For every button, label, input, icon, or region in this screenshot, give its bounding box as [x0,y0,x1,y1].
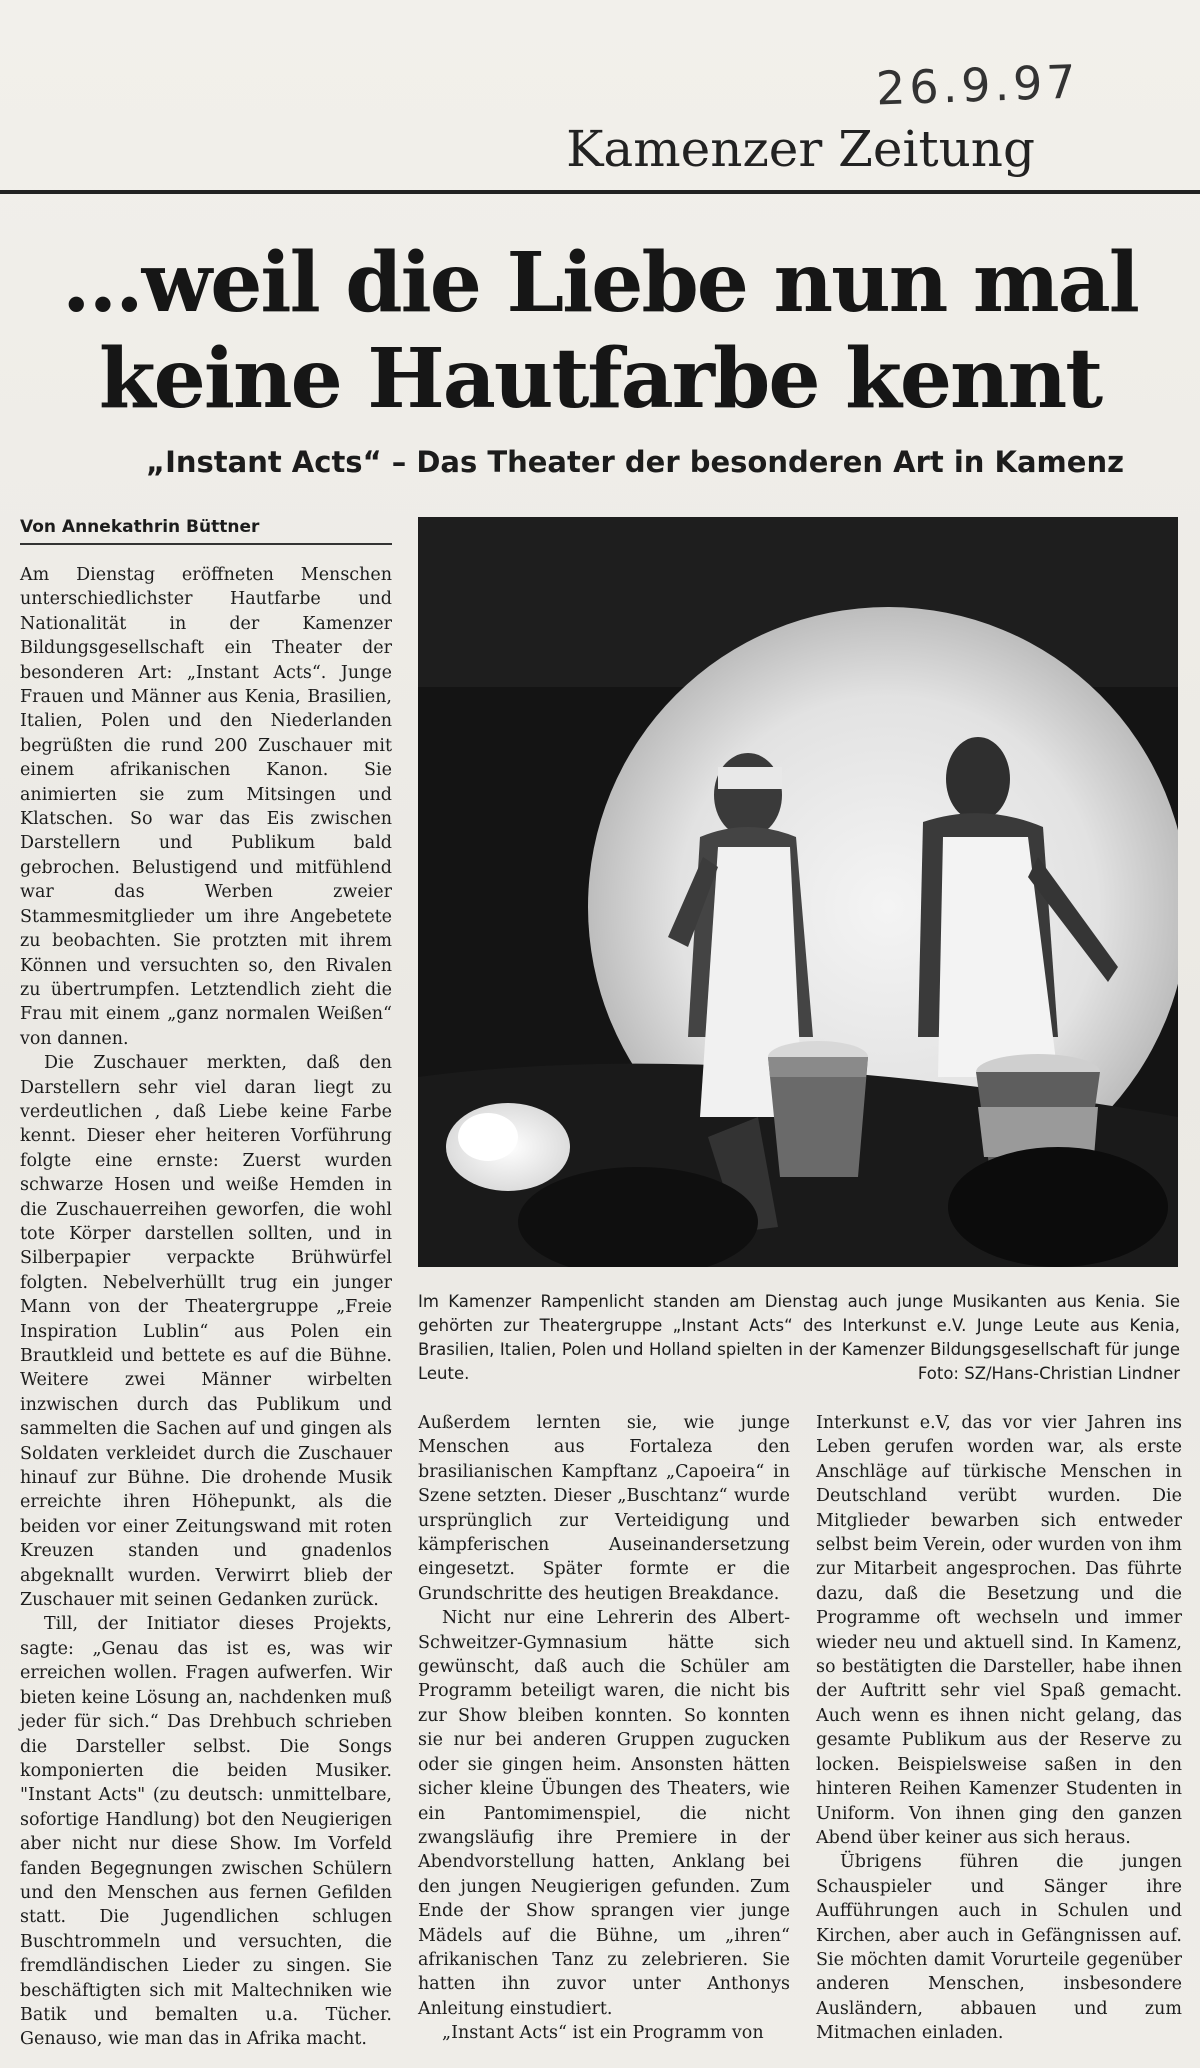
article-byline: Von Annekathrin Büttner [20,517,392,545]
performance-photo [418,517,1178,1267]
column-2-paragraph-1: Außerdem lernten sie, wie junge Menschen aus Fortaleza den brasilianischen Kampftanz „Capoeira“ in Szene setzten. Dieser „Buschtanz“ wurde ursprünglich zur Verteidigung und kämpferischen Auseinandersetzung eingesetzt. Später formte er die Grundschritte des heutigen Breakdance. [418,1413,790,1604]
newspaper-masthead: Kamenzer Zeitung [566,120,1035,178]
article-column-1 [20,563,392,2052]
headline-line-1: ...weil die Liebe nun mal [62,235,1138,331]
drummers-photo-image [418,517,1178,1267]
article-column-3 [816,1411,1182,2046]
column-1-paragraph-1: Am Dienstag eröffneten Menschen unterschiedlichster Hautfarbe und Nationalität in der Kamenzer Bildungsgesellschaft ein Theater der besonderen Art: „Instant Acts“. Junge Frauen und Männer aus Kenia, Brasilien, Italien, Polen und den Niederlanden begrüßten die rund 200 Zuschauer mit einem afrikanischen Kanon. Sie animierten sie zum Mitsingen und Klatschen. So war das Eis zwischen Darstellern und Publikum bald gebrochen. Belustigend und mitfühlend war das Werben zweier Stammesmitglieder um ihre Angebetete zu beobachten. Sie protzten mit ihrem Können und versuchten so, den Rivalen zu übertrumpfen. Letztendlich zieht die Frau mit einem „ganz normalen Weißen“ von dannen. [20,565,392,1049]
photo-credit: Foto: SZ/Hans-Christian Lindner [917,1364,1180,1383]
column-3-paragraph-2: Übrigens führen die jungen Schauspieler und Sänger ihre Aufführungen auch in Schulen und Kirchen, aber auch in Gefängnissen auf. Sie möchten damit Vorurteile gegenüber anderen Menschen, insbesondere Ausländern, abbauen und zum Mitmachen einladen. [816,1852,1182,2044]
column-2-paragraph-3: „Instant Acts“ ist ein Programm von [442,2023,764,2044]
article-column-2 [418,1411,790,2046]
article-subheadline: „Instant Acts“ – Das Theater der besonderen Art in Kamenz [146,445,1124,479]
handwritten-date: 26.9.97 [875,54,1081,116]
column-1-paragraph-2: Die Zuschauer merkten, daß den Darstellern sehr viel daran liegt zu verdeutlichen , daß Liebe keine Farbe kennt. Dieser eher heiteren Vorführung folgte eine ernste: Zuerst wurden schwarze Hosen und weiße Hemden in die Zuschauerreihen geworfen, die wohl tote Körper darstellen sollten, und in Silberpapier verpackte Brühwürfel folgten. Nebelverhüllt trug ein junger Mann von der Theatergruppe „Freie Inspiration Lublin“ aus Polen ein Brautkleid und bettete es auf die Bühne. Weitere zwei Männer wirbelten inzwischen durch das Publikum und sammelten die Sachen auf und gingen als Soldaten verkleidet durch die Zuschauer hinauf zur Bühne. Die drohende Musik erreichte ihren Höhepunkt, als die beiden vor einer Zeitungswand mit roten Kreuzen standen und gnadenlos abgeknallt wurden. Verwirrt blieb der Zuschauer mit seinen Gedanken zurück. [20,1053,392,1611]
photo-caption-text: Im Kamenzer Rampenlicht standen am Dienstag auch junge Musikanten aus Kenia. Sie gehörten zur Theatergruppe „Instant Acts“ des Interkunst e.V. Junge Leute aus Kenia, Brasilien, Italien, Polen und Holland spielten in der Kamenzer Bildungsgesellschaft für junge Leute. [418,1292,1180,1383]
masthead-rule [0,190,1200,194]
column-3-paragraph-1: Interkunst e.V, das vor vier Jahren ins Leben gerufen worden war, als erste Anschläge auf türkische Menschen in Deutschland verübt wurden. Die Mitglieder bewarben sich entweder selbst beim Verein, oder wurden von ihm zur Mitarbeit angesprochen. Das führte dazu, daß die Besetzung und die Programme oft wechseln und immer wieder neu und aktuell sind. In Kamenz, so bestätigten die Darsteller, habe ihnen der Auftritt sehr viel Spaß gemacht. Auch wenn es ihnen nicht gelang, das gesamte Publikum aus der Reserve zu locken. Beispielsweise saßen in den hinteren Reihen Kamenzer Studenten in Uniform. Von ihnen ging den ganzen Abend über keiner aus sich heraus. [816,1413,1182,1848]
article-headline [0,235,1200,427]
column-2-paragraph-2: Nicht nur eine Lehrerin des Albert-Schweitzer-Gymnasium hätte sich gewünscht, daß auch die Schüler am Programm beteiligt waren, die nicht bis zur Show bleiben konnten. So konnten sie nur bei anderen Gruppen zugucken oder sie gingen heim. Ansonsten hätten sicher kleine Übungen des Theaters, wie ein Pantomimenspiel, die nicht zwangsläufig ihre Premiere in der Abendvorstellung hatten, Anklang bei den jungen Neugierigen gefunden. Zum Ende der Show sprangen vier junge Mädels auf die Bühne, um „ihren“ afrikanischen Tanz zu zelebrieren. Sie hatten ihn zuvor unter Anthonys Anleitung einstudiert. [418,1608,790,2019]
column-1-paragraph-3: Till, der Initiator dieses Projekts, sagte: „Genau das ist es, was wir erreichen wollen. Fragen aufwerfen. Wir bieten keine Lösung an, nachdenken muß jeder für sich.“ Das Drehbuch schrieben die Darsteller selbst. Die Songs komponierten die beiden Musiker. "Instant Acts" (zu deutsch: unmittelbare, sofortige Handlung) bot den Neugierigen aber nicht nur diese Show. Im Vorfeld fanden Begegnungen zwischen Schülern und den Menschen aus fernen Gefilden statt. Die Jugendlichen schlugen Buschtrommeln und versuchten, die fremdländischen Lieder zu singen. Sie beschäftigten sich mit Maltechniken wie Batik und bemalten u.a. Tücher. Genauso, wie man das in Afrika macht. [20,1614,392,2050]
headline-line-2: keine Hautfarbe kennt [98,331,1102,427]
photo-caption [418,1290,1180,1386]
